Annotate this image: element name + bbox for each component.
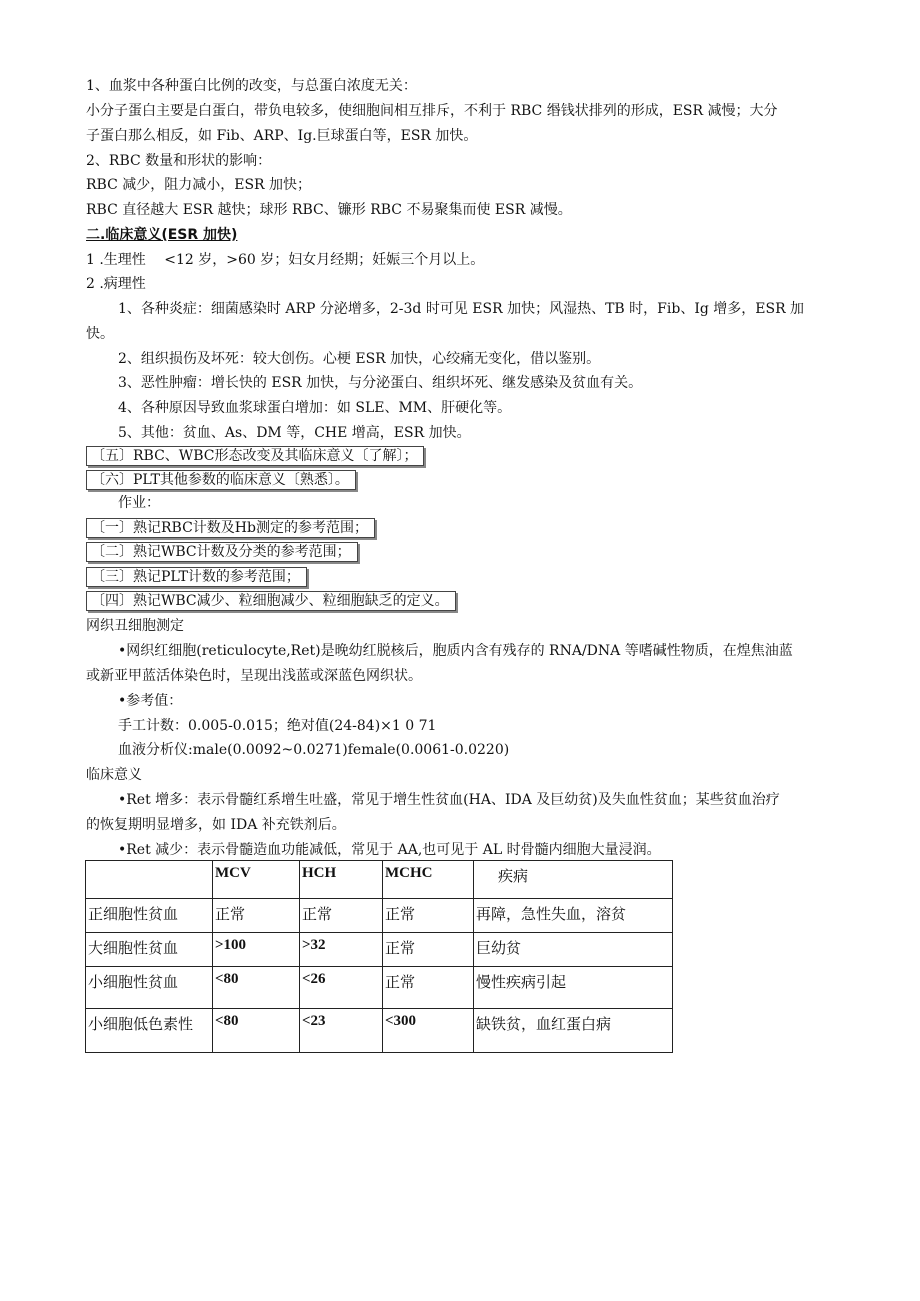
- table-cell: 缺铁贫，血红蛋白病: [474, 1009, 673, 1053]
- table-header-row: [86, 861, 673, 899]
- table-cell: 正常: [383, 933, 474, 967]
- table-cell: <80: [213, 1009, 300, 1053]
- section-heading: 网织丑细胞测定: [86, 618, 184, 634]
- table-row: [86, 899, 673, 933]
- text-line: 快。: [86, 326, 114, 342]
- text-line: 4、各种原因导致血浆球蛋白增加：如 SLE、MM、肝硬化等。: [118, 400, 512, 416]
- text-line: •Ret 减少：表示骨髓造血功能减低，常见于 AA,也可见于 AL 时骨髓内细胞大量浸润。: [118, 842, 661, 858]
- text-line: 小分子蛋白主要是白蛋白，带负电较多，使细胞间相互排斥，不利于 RBC 缗钱状排列的形成，ESR 减慢；大分: [86, 103, 778, 119]
- text-line: 2 .病理性: [86, 276, 146, 292]
- text-line: 5、其他：贫血、As、DM 等，CHE 增高，ESR 加快。: [118, 425, 471, 441]
- table-cell: 正常: [383, 899, 474, 933]
- table-cell: 巨幼贫: [474, 933, 673, 967]
- text-line: RBC 减少，阻力减小，ESR 加快；: [86, 177, 312, 193]
- table-cell: <300: [383, 1009, 474, 1053]
- text-line: 1、各种炎症：细菌感染时 ARP 分泌增多，2-3d 时可见 ESR 加快；风湿热、TB 时，Fib、Ig 增多，ESR 加: [118, 301, 805, 317]
- boxed-item: 〔五〕RBC、WBC形态改变及其临床意义〔了解〕；: [86, 446, 424, 466]
- text-line: 子蛋白那么相反，如 Fib、ARP、Ig.巨球蛋白等，ESR 加快。: [86, 128, 478, 144]
- text-line: 1 .生理性 <12 岁，>60 岁；妇女月经期；妊娠三个月以上。: [86, 252, 485, 268]
- anemia-table: [85, 860, 673, 1053]
- text-line: 1、血浆中各种蛋白比例的改变，与总蛋白浓度无关：: [86, 78, 417, 94]
- table-cell: <80: [213, 967, 300, 1009]
- text-line: 2、RBC 数量和形状的影响：: [86, 153, 272, 169]
- table-header-cell: [86, 861, 213, 899]
- boxed-item: 〔一〕熟记RBC计数及Hb测定的参考范围；: [86, 518, 375, 538]
- text-line: 3、恶性肿瘤：增长快的 ESR 加快，与分泌蛋白、组织坏死、继发感染及贫血有关。: [118, 375, 643, 391]
- table-header-cell: MCHC: [383, 861, 474, 899]
- table-cell: 正细胞性贫血: [86, 899, 213, 933]
- text-line: 临床意义: [86, 767, 142, 783]
- text-line: •网织红细胞(reticulocyte,Ret)是晚幼红脱核后，胞质内含有残存的 RNA/DNA 等嗜碱性物质，在煌焦油蓝: [118, 643, 793, 659]
- table-cell: 小细胞性贫血: [86, 967, 213, 1009]
- text-line: 血液分析仪:male(0.0092~0.0271)female(0.0061-0.0220): [118, 742, 510, 758]
- table-cell: >32: [300, 933, 383, 967]
- text-line: 或新亚甲蓝活体染色时，呈现出浅蓝或深蓝色网织状。: [86, 668, 422, 684]
- text-line: •参考值：: [118, 693, 183, 709]
- table-cell: 再障，急性失血，溶贫: [474, 899, 673, 933]
- table-header-cell: MCV: [213, 861, 300, 899]
- section-heading: 二.临床意义(ESR 加快): [86, 227, 238, 243]
- table-cell: >100: [213, 933, 300, 967]
- text-line: 2、组织损伤及坏死：较大创伤。心梗 ESR 加快，心绞痛无变化，借以鉴别。: [118, 351, 601, 367]
- table-cell: 正常: [383, 967, 474, 1009]
- boxed-item: 〔六〕PLT其他参数的临床意义〔熟悉〕。: [86, 470, 356, 490]
- table-cell: <26: [300, 967, 383, 1009]
- text-line: 手工计数：0.005-0.015；绝对值(24-84)×1 0 71: [118, 718, 437, 734]
- text-line: •Ret 增多：表示骨髓红系增生吐盛，常见于增生性贫血(HA、IDA 及巨幼贫)及失血性贫血；某些贫血治疗: [118, 792, 780, 808]
- table-row: [86, 933, 673, 967]
- table-cell: 小细胞低色素性: [86, 1009, 213, 1053]
- table-cell: <23: [300, 1009, 383, 1053]
- boxed-item: 〔三〕熟记PLT计数的参考范围；: [86, 567, 307, 587]
- boxed-item: 〔四〕熟记WBC减少、粒细胞减少、粒细胞缺乏的定义。: [86, 591, 456, 611]
- table-cell: 正常: [300, 899, 383, 933]
- table-header-cell: 疾病: [474, 861, 673, 899]
- table-row: [86, 967, 673, 1009]
- homework-label: 作业：: [118, 495, 160, 511]
- boxed-item: 〔二〕熟记WBC计数及分类的参考范围；: [86, 542, 358, 562]
- text-line: 的恢复期明显增多，如 IDA 补充铁剂后。: [86, 817, 346, 833]
- table-row: [86, 1009, 673, 1053]
- table-cell: 慢性疾病引起: [474, 967, 673, 1009]
- text-line: RBC 直径越大 ESR 越快；球形 RBC、镰形 RBC 不易聚集而使 ESR 减慢。: [86, 202, 572, 218]
- table-header-cell: HCH: [300, 861, 383, 899]
- table-cell: 大细胞性贫血: [86, 933, 213, 967]
- table-cell: 正常: [213, 899, 300, 933]
